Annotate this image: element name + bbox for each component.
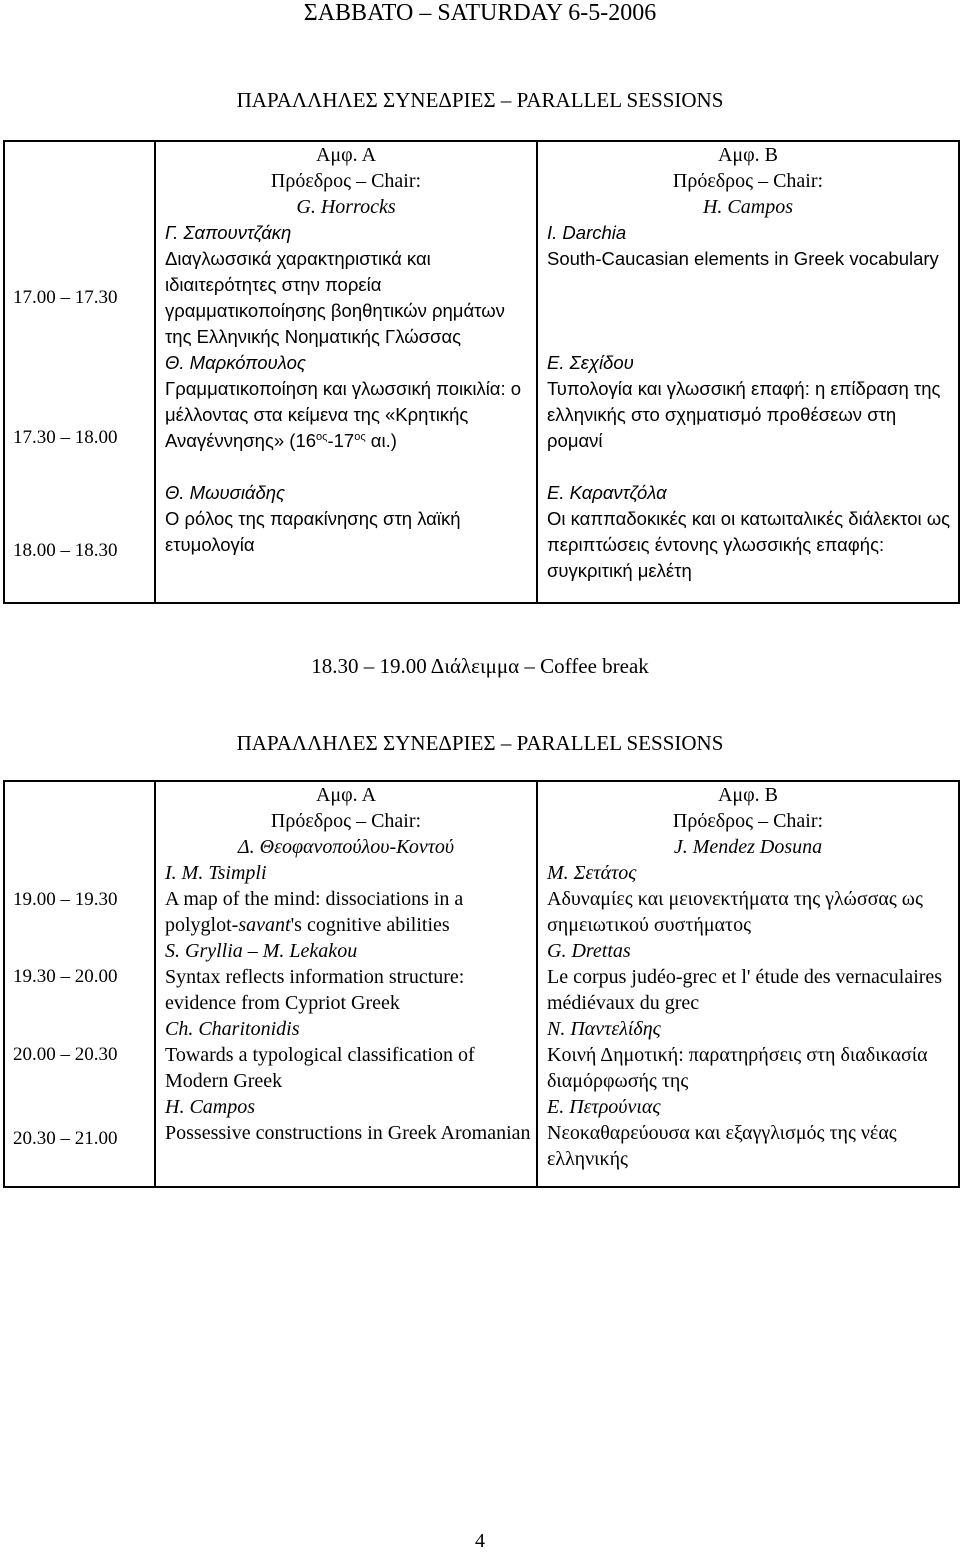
chair-name: Δ. Θεοφανοπούλου-Κοντού — [237, 836, 455, 858]
time-slot: 19.30 – 20.00 — [13, 966, 118, 987]
chair-name: H. Campos — [702, 196, 793, 218]
talk-entry — [156, 220, 536, 350]
talk-entry — [538, 1016, 958, 1094]
talk-entry — [156, 1016, 536, 1094]
talk-author: I. Darchia — [547, 222, 627, 243]
talk-title: Αδυναμίες και μειονεκτήματα της γλώσσας ως σημειωτικού συστήματος — [547, 888, 923, 936]
chair-name: G. Horrocks — [296, 196, 396, 218]
time-slot: 18.00 – 18.30 — [13, 540, 118, 561]
time-slot: 20.00 – 20.30 — [13, 1044, 118, 1065]
talk-entry — [156, 860, 536, 938]
hall-a-column-1 — [155, 141, 537, 603]
talk-author: I. M. Tsimpli — [165, 862, 267, 884]
talk-title: Διαγλωσσικά χαρακτηριστικά και ιδιαιτερότητες στην πορεία γραμματικοποίησης βοηθητικών ρημάτων της Ελληνικής Νοηματικής Γλώσσας — [165, 248, 505, 347]
talk-title: Possessive constructions in Greek Aromanian — [165, 1122, 531, 1144]
time-slot: 17.00 – 17.30 — [13, 287, 118, 308]
section1-heading: ΠΑΡΑΛΛΗΛΕΣ ΣΥΝΕΔΡΙΕΣ – PARALLEL SESSIONS — [236, 88, 724, 112]
talk-entry — [538, 1094, 958, 1172]
schedule-table-2 — [3, 780, 960, 1188]
chair-label: Πρόεδρος – Chair: — [672, 170, 824, 192]
chair-label: Πρόεδρος – Chair: — [270, 810, 422, 832]
talk-entry — [156, 480, 536, 558]
talk-entry — [156, 1094, 536, 1146]
talk-entry — [156, 350, 536, 454]
hall-b-header — [538, 782, 958, 860]
talk-entry — [156, 938, 536, 1016]
hall-a-header — [156, 142, 536, 220]
talk-author: Ch. Charitonidis — [165, 1018, 300, 1040]
talk-title — [165, 376, 532, 454]
talk-entry — [538, 220, 958, 272]
talk-title: Οι καππαδοκικές και οι κατωιταλικές διάλεκτοι ως περιπτώσεις έντονης γλωσσικής επαφής: συγκριτική μελέτη — [547, 508, 951, 581]
talk-author: Θ. Μαρκόπουλος — [165, 352, 306, 373]
time-slot: 17.30 – 18.00 — [13, 427, 118, 448]
talk-entry — [538, 350, 958, 454]
hall-name: Αμφ. Α — [315, 144, 377, 166]
time-slot: 20.30 – 21.00 — [13, 1128, 118, 1149]
talk-author: Γ. Σαπουντζάκη — [165, 222, 292, 243]
hall-a-column-2 — [155, 781, 537, 1187]
talk-title-text: Γραμματικοποίηση και γλωσσική ποικιλία: ο μέλλοντας στα κείμενα της «Κρητικής Αναγέννησης» (16 — [165, 378, 522, 451]
hall-name: Αμφ. Β — [717, 784, 779, 806]
talk-title — [165, 886, 532, 938]
talk-author: S. Gryllia – M. Lekakou — [165, 940, 358, 962]
coffee-break: 18.30 – 19.00 Διάλειμμα – Coffee break — [311, 654, 649, 678]
talk-author: Ε. Καραντζόλα — [547, 482, 667, 503]
chair-name: J. Mendez Dosuna — [673, 836, 823, 858]
hall-b-column-1 — [537, 141, 959, 603]
talk-title-text: A map of the mind: dissociations in a polyglot- — [165, 888, 464, 936]
talk-title-text: αι.) — [365, 430, 397, 451]
talk-title: Towards a typological classification of Modern Greek — [165, 1044, 475, 1092]
hall-b-header — [538, 142, 958, 220]
hall-name: Αμφ. Β — [717, 144, 779, 166]
superscript: ος — [354, 430, 366, 443]
time-column-2 — [4, 781, 155, 1187]
talk-title: Syntax reflects information structure: evidence from Cypriot Greek — [165, 966, 465, 1014]
talk-author: H. Campos — [165, 1096, 256, 1118]
chair-label: Πρόεδρος – Chair: — [270, 170, 422, 192]
superscript: ος — [316, 430, 328, 443]
talk-title-text: -17 — [327, 430, 355, 451]
talk-title: Τυπολογία και γλωσσική επαφή: η επίδραση της ελληνικής στο σχηματισμό προθέσεων στη ρομανί — [547, 378, 941, 451]
talk-author: Ν. Παντελίδης — [547, 1018, 661, 1040]
talk-author: G. Drettas — [547, 940, 631, 962]
talk-title: South-Caucasian elements in Greek vocabulary — [547, 248, 939, 269]
chair-label: Πρόεδρος – Chair: — [672, 810, 824, 832]
talk-entry — [538, 480, 958, 584]
talk-entry — [538, 860, 958, 938]
talk-title: Ο ρόλος της παρακίνησης στη λαϊκή ετυμολογία — [165, 508, 461, 555]
talk-title: Κοινή Δημοτική: παρατηρήσεις στη διαδικασία διαμόρφωσής της — [547, 1044, 928, 1092]
hall-b-column-2 — [537, 781, 959, 1187]
schedule-table-1 — [3, 140, 960, 604]
talk-title-text: 's cognitive abilities — [290, 914, 450, 936]
hall-name: Αμφ. Α — [315, 784, 377, 806]
page-number: 4 — [475, 1530, 485, 1552]
time-slot: 19.00 – 19.30 — [13, 889, 118, 910]
time-column-1 — [4, 141, 155, 603]
talk-title: Νεοκαθαρεύουσα και εξαγγλισμός της νέας ελληνικής — [547, 1122, 897, 1170]
talk-author: Θ. Μωυσιάδης — [165, 482, 286, 503]
talk-entry — [538, 938, 958, 1016]
talk-title: Le corpus judéo-grec et l' étude des vernaculaires médiévaux du grec — [547, 966, 943, 1014]
talk-author: Ε. Πετρούνιας — [547, 1096, 661, 1118]
talk-title-emphasis: savant — [238, 914, 291, 936]
section2-heading: ΠΑΡΑΛΛΗΛΕΣ ΣΥΝΕΔΡΙΕΣ – PARALLEL SESSIONS — [236, 731, 724, 755]
page-title: ΣΑΒΒΑΤΟ – SATURDAY 6-5-2006 — [303, 0, 657, 26]
talk-author: Ε. Σεχίδου — [547, 352, 634, 373]
hall-a-header — [156, 782, 536, 860]
talk-author: Μ. Σετάτος — [547, 862, 637, 884]
